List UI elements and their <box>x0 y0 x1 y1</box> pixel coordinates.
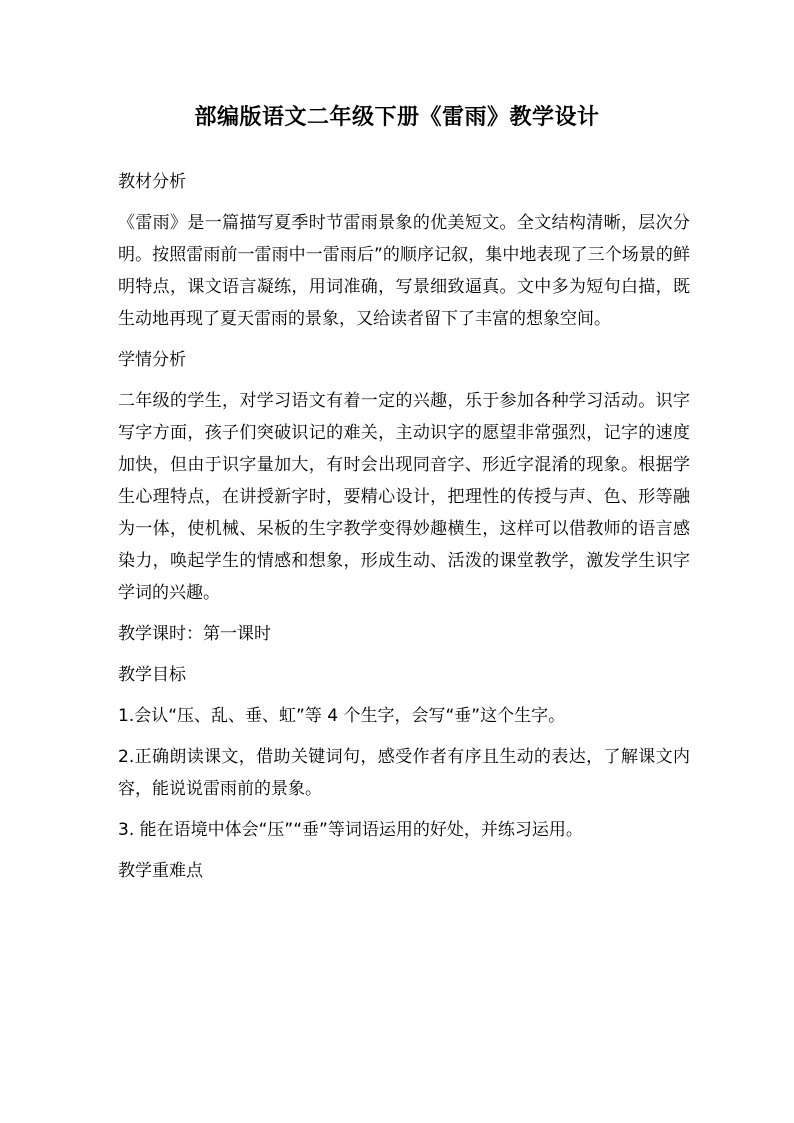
teaching-period-line: 教学课时：第一课时 <box>118 624 271 644</box>
paragraph-student: 二年级的学生，对学习语文有着一定的兴趣，乐于参加各种学习活动。识字写字方面，孩子们突破识记的难关，主动识字的愿望非常强烈，记字的速度加快，但由于识字量加大，有时会出现同音字、形近字混淆的现象。根据学生心理特点，在讲授新字时，要精心设计，把理性的传授与声、色、形等融为一体，使机械、呆板的生字教学变得妙趣横生，这样可以借教师的语言感染力，唤起学生的情感和想象，形成生动、活泼的课堂教学，激发学生识字学词的兴趣。 <box>118 391 690 603</box>
section-heading-goals: 教学目标 <box>118 665 186 685</box>
section-heading-student: 学情分析 <box>118 350 186 370</box>
goal-item-2: 2.正确朗读课文，借助关键词句，感受作者有序且生动的表达，了解课文内容，能说说雷雨前的景象。 <box>118 747 690 799</box>
document-body <box>118 166 690 896</box>
document-title: 部编版语文二年级下册《雷雨》教学设计 <box>194 105 600 130</box>
section-heading-material: 教材分析 <box>118 172 186 192</box>
goal-item-1: 1.会认“压、乱、垂、虹”等 4 个生字，会写“垂”这个生字。 <box>118 706 566 726</box>
goal-item-3: 3. 能在语境中体会“压”“垂”等词语运用的好处，并练习运用。 <box>118 820 583 840</box>
section-heading-difficulty: 教学重难点 <box>118 861 203 881</box>
paragraph-material: 《雷雨》是一篇描写夏季时节雷雨景象的优美短文。全文结构清晰，层次分明。按照雷雨前一雷雨中一雷雨后”的顺序记叙，集中地表现了三个场景的鲜明特点，课文语言凝练，用词准确，写景细致逼真。文中多为短句白描，既生动地再现了夏天雷雨的景象，又给读者留下了丰富的想象空间。 <box>118 213 690 329</box>
